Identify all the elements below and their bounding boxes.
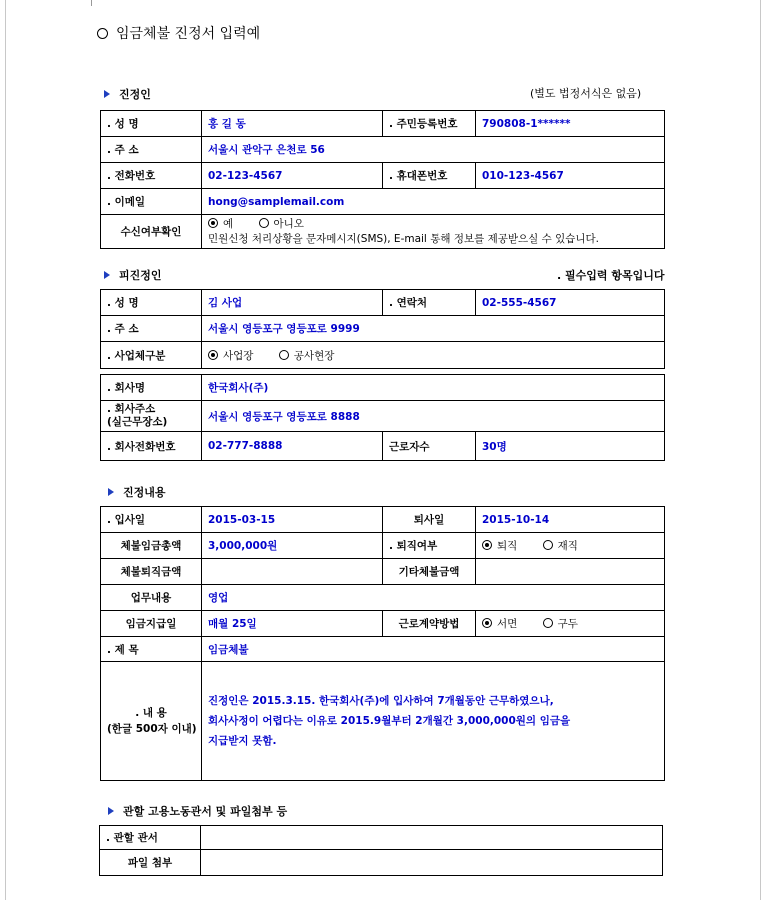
triangle-bullet-icon <box>104 90 110 98</box>
office-table <box>99 825 663 876</box>
hire-date-label: . 입사일 <box>101 507 202 533</box>
other-unpaid-label: 기타체불금액 <box>383 559 476 585</box>
respondent-address-field[interactable]: 서울시 영등포구 영등포로 9999 <box>202 316 665 342</box>
address-field[interactable]: 서울시 관악구 은천로 56 <box>202 137 665 163</box>
respondent-address-label: . 주 소 <box>101 316 202 342</box>
company-table <box>100 374 665 461</box>
file-attach-label: 파일 첨부 <box>100 850 201 876</box>
radio-icon <box>279 350 289 360</box>
unpaid-wage-field[interactable]: 3,000,000원 <box>202 533 383 559</box>
retired-label: . 퇴직여부 <box>383 533 476 559</box>
leave-date-field[interactable]: 2015-10-14 <box>476 507 665 533</box>
company-phone-label: . 회사전화번호 <box>101 432 202 461</box>
page-title <box>97 23 260 43</box>
email-field[interactable]: hong@samplemail.com <box>202 189 665 215</box>
business-type-construction-radio[interactable]: 공사현장 <box>279 348 335 363</box>
rrn-label: . 주민등록번호 <box>383 111 476 137</box>
consent-description: 민원신청 처리상황을 문자메시지(SMS), E-mail 통해 정보를 제공받으실 수 있습니다. <box>208 232 600 245</box>
contract-label: 근로계약방법 <box>383 611 476 637</box>
name-field[interactable]: 홍 길 동 <box>202 111 383 137</box>
retired-yes-radio[interactable]: 퇴직 <box>482 538 517 553</box>
triangle-bullet-icon <box>108 488 114 496</box>
radio-icon <box>543 618 553 628</box>
subject-label: . 제 목 <box>101 637 202 662</box>
phone-label: . 전화번호 <box>101 163 202 189</box>
contract-cell <box>476 611 665 637</box>
triangle-bullet-icon <box>104 271 110 279</box>
radio-selected-icon <box>208 218 218 228</box>
workers-field[interactable]: 30명 <box>476 432 665 461</box>
respondent-name-field[interactable]: 김 사업 <box>202 290 383 316</box>
radio-icon <box>543 540 553 550</box>
content-field[interactable]: 진정인은 2015.3.15. 한국회사(주)에 입사하여 7개월동안 근무하였으나, 회사사정이 어렵다는 이유로 2015.9월부터 2개월간 3,000,000원의 임금을 지급받지 못함. <box>202 662 665 781</box>
radio-selected-icon <box>482 618 492 628</box>
phone-field[interactable]: 02-123-4567 <box>202 163 383 189</box>
leave-date-label: 퇴사일 <box>383 507 476 533</box>
company-address-field[interactable]: 서울시 영등포구 영등포로 8888 <box>202 401 665 432</box>
contract-written-radio[interactable]: 서면 <box>482 616 517 631</box>
company-address-label: . 회사주소 (실근무장소) <box>101 401 202 432</box>
name-label: . 성 명 <box>101 111 202 137</box>
mobile-field[interactable]: 010-123-4567 <box>476 163 665 189</box>
consent-yes-radio[interactable]: 예 <box>208 217 233 232</box>
company-name-field[interactable]: 한국회사(주) <box>202 375 665 401</box>
business-type-site-radio[interactable]: 사업장 <box>208 348 253 363</box>
workers-label: 근로자수 <box>383 432 476 461</box>
email-label: . 이메일 <box>101 189 202 215</box>
retired-no-radio[interactable]: 재직 <box>543 538 578 553</box>
office-label: . 관할 관서 <box>100 826 201 850</box>
payday-field[interactable]: 매월 25일 <box>202 611 383 637</box>
business-type-label: . 사업체구분 <box>101 342 202 369</box>
business-type-cell <box>202 342 665 369</box>
required-note: . 필수입력 항목입니다 <box>557 269 665 282</box>
file-attach-field[interactable] <box>201 850 663 876</box>
duty-label: 업무내용 <box>101 585 202 611</box>
section-complaint: 진정내용 <box>108 484 166 500</box>
unpaid-severance-field[interactable] <box>202 559 383 585</box>
consent-no-radio[interactable]: 아니오 <box>259 217 304 232</box>
other-unpaid-field[interactable] <box>476 559 665 585</box>
content-label: . 내 용 (한글 500자 이내) <box>101 662 202 781</box>
hire-date-field[interactable]: 2015-03-15 <box>202 507 383 533</box>
complaint-table <box>100 506 665 781</box>
unpaid-severance-label: 체불퇴직금액 <box>101 559 202 585</box>
respondent-name-label: . 성 명 <box>101 290 202 316</box>
radio-selected-icon <box>482 540 492 550</box>
triangle-bullet-icon <box>108 807 114 815</box>
mobile-label: . 휴대폰번호 <box>383 163 476 189</box>
contact-label: . 연락처 <box>383 290 476 316</box>
contract-verbal-radio[interactable]: 구두 <box>543 616 578 631</box>
contact-field[interactable]: 02-555-4567 <box>476 290 665 316</box>
subject-field[interactable]: 임금체불 <box>202 637 665 662</box>
payday-label: 임금지급일 <box>101 611 202 637</box>
radio-icon <box>259 218 269 228</box>
company-name-label: . 회사명 <box>101 375 202 401</box>
petitioner-table <box>100 110 665 249</box>
page-title-text: 임금체불 진정서 입력예 <box>116 26 261 42</box>
address-label: . 주 소 <box>101 137 202 163</box>
section-respondent: 피진정인 <box>104 267 162 283</box>
section-petitioner: 진정인 <box>104 86 151 102</box>
consent-label: 수신여부확인 <box>101 215 202 249</box>
radio-selected-icon <box>208 350 218 360</box>
retired-cell <box>476 533 665 559</box>
rrn-field[interactable]: 790808-1****** <box>476 111 665 137</box>
respondent-table <box>100 289 665 369</box>
company-phone-field[interactable]: 02-777-8888 <box>202 432 383 461</box>
office-field[interactable] <box>201 826 663 850</box>
duty-field[interactable]: 영업 <box>202 585 665 611</box>
circle-bullet-icon <box>97 28 108 39</box>
petitioner-note: (별도 법정서식은 없음) <box>530 87 642 100</box>
ruler-mark <box>91 0 92 6</box>
section-office: 관할 고용노동관서 및 파일첨부 등 <box>108 803 287 819</box>
consent-cell <box>202 215 665 249</box>
unpaid-wage-label: 체불임금총액 <box>101 533 202 559</box>
